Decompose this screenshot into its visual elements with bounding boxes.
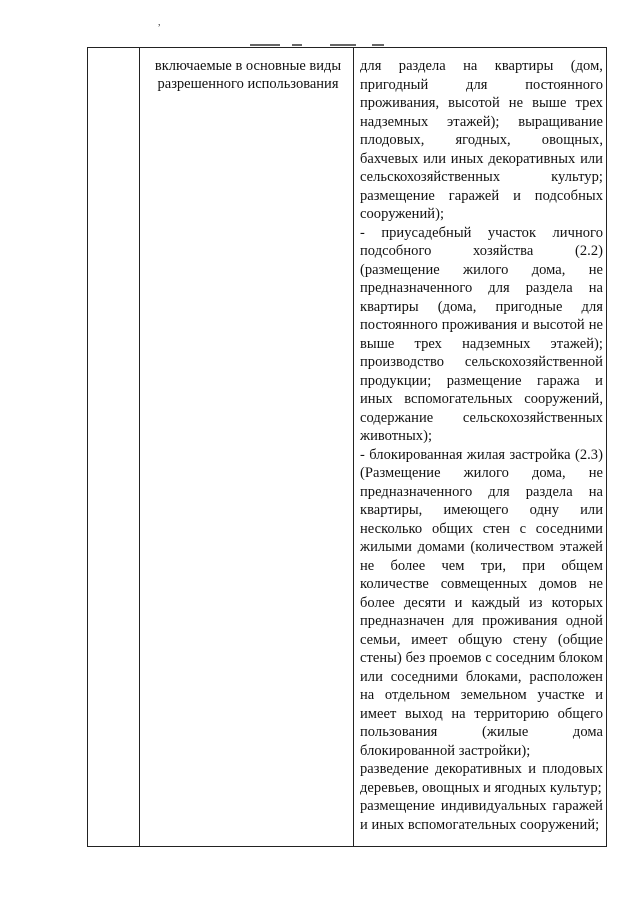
- description-paragraph-1: для раздела на квартиры (дом, пригодный для постоянного проживания, высотой не выше трех надземных этажей); выращивание плодовых, ягодных, овощных, бахчевых или иных декоративных или сельскохозяйственных культур; размещение гаражей и подсобных сооружений);: [360, 58, 603, 222]
- description-paragraph-5: размещение индивидуальных гаражей и иных вспомогательных сооружений;: [360, 798, 603, 833]
- category-cell: включаемые в основные виды разрешенного использования: [154, 58, 342, 92]
- description-paragraph-4: разведение декоративных и плодовых деревьев, овощных и ягодных культур;: [360, 761, 603, 796]
- scan-smudge: [372, 44, 384, 46]
- description-cell: [360, 57, 603, 834]
- land-use-table: [87, 47, 607, 847]
- scan-smudge: [292, 44, 302, 46]
- column-divider-2: [353, 48, 354, 846]
- column-divider-1: [139, 48, 140, 846]
- description-paragraph-2: - приусадебный участок личного подсобного хозяйства (2.2) (размещение жилого дома, не предназначенного для раздела на квартиры (дома, пригодные для постоянного проживания и высотой не выше трех надземных этажей); производство сельскохозяйственной продукции; размещение гаража и иных вспомогательных сооружений, содержание сельскохозяйственных животных);: [360, 224, 603, 444]
- scan-smudge: [250, 44, 280, 46]
- scan-artifact-mark: ,: [158, 17, 161, 28]
- scan-smudge: [330, 44, 356, 46]
- description-paragraph-3: - блокированная жилая застройка (2.3) (Размещение жилого дома, не предназначенного для раздела на квартиры, имеющего одну или несколько общих стен с соседними жилыми домами (количеством этажей не более чем три, при общем количестве совмещенных домов не более десяти и каждый из которых предназначен для проживания одной семьи, имеет общую стену (общие стены) без проемов с соседним блоком или соседними блоками, расположен на отдельном земельном участке и имеет выход на территорию общего пользования (жилые дома блокированной застройки);: [360, 446, 603, 759]
